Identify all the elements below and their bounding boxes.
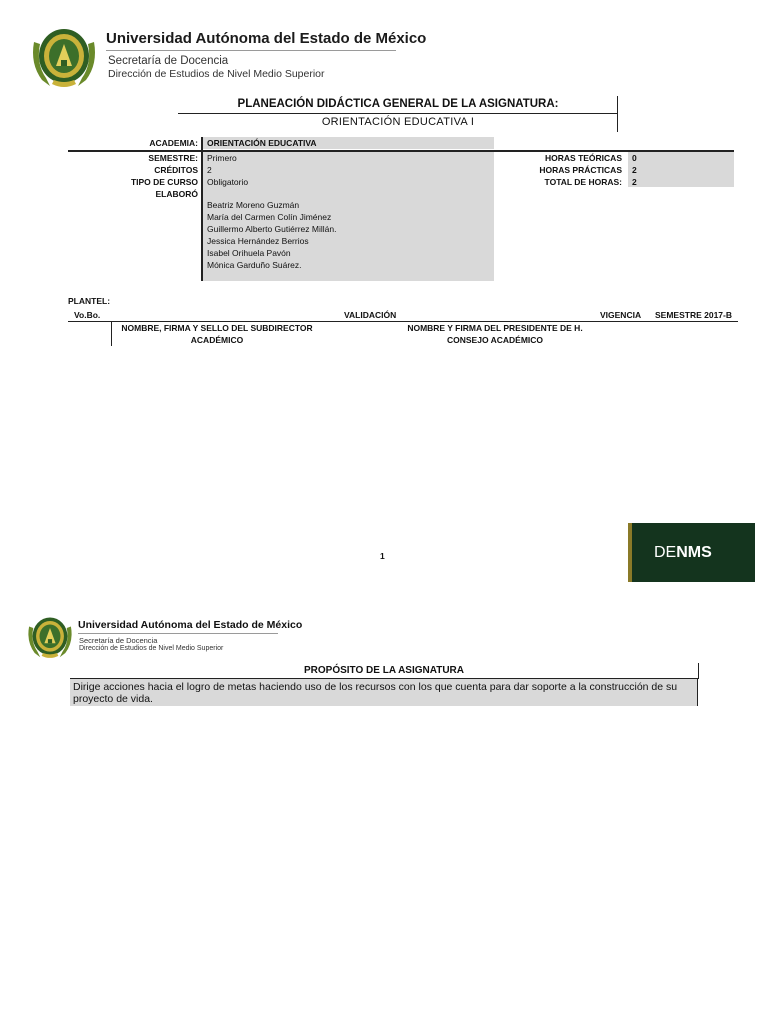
elaboro-name: Isabel Orihuela Pavón bbox=[207, 248, 291, 258]
header-divider-small bbox=[78, 633, 278, 634]
horas-practicas-label: HORAS PRÁCTICAS bbox=[539, 165, 622, 175]
firma-presidente-line2: CONSEJO ACADÉMICO bbox=[446, 335, 544, 345]
horas-teoricas-label: HORAS TEÓRICAS bbox=[545, 153, 622, 163]
proposito-text: Dirige acciones hacia el logro de metas haciendo uso de los recursos con los que cuenta para dar soporte a la construcción de su proyecto de vida. bbox=[73, 681, 678, 705]
badge-de: DE bbox=[654, 543, 677, 561]
university-name-small: Universidad Autónoma del Estado de México bbox=[78, 619, 303, 631]
elaboro-label: ELABORÓ bbox=[155, 189, 198, 199]
seal-icon bbox=[28, 24, 100, 90]
secretaria-name: Secretaría de Docencia bbox=[108, 55, 229, 67]
denms-badge bbox=[628, 523, 755, 582]
uaemex-seal-logo bbox=[28, 24, 100, 90]
elaboro-name: Mónica Garduño Suárez. bbox=[207, 260, 302, 270]
page-number: 1 bbox=[380, 551, 385, 561]
proposito-title: PROPÓSITO DE LA ASIGNATURA bbox=[303, 665, 464, 676]
tipo-curso-value: Obligatorio bbox=[207, 177, 249, 187]
badge-nms: NMS bbox=[676, 543, 712, 561]
seal-icon bbox=[24, 614, 76, 660]
horas-practicas-value: 2 bbox=[632, 165, 637, 175]
direccion-name: Dirección de Estudios de Nivel Medio Superior bbox=[108, 68, 325, 80]
elaboro-name: Guillermo Alberto Gutiérrez Millán. bbox=[207, 224, 337, 234]
elaboro-name: Beatriz Moreno Guzmán bbox=[207, 200, 300, 210]
creditos-value: 2 bbox=[207, 165, 212, 175]
vobo-label: Vo.Bo. bbox=[74, 310, 101, 320]
direccion-name-small: Dirección de Estudios de Nivel Medio Superior bbox=[79, 645, 224, 652]
planeacion-title: PLANEACIÓN DIDÁCTICA GENERAL DE LA ASIGNATURA: bbox=[237, 98, 559, 110]
vigencia-label: VIGENCIA bbox=[600, 310, 642, 320]
academia-label: ACADEMIA: bbox=[149, 138, 198, 148]
subject-name: ORIENTACIÓN EDUCATIVA I bbox=[321, 116, 475, 128]
academia-value: ORIENTACIÓN EDUCATIVA bbox=[207, 138, 317, 148]
total-horas-label: TOTAL DE HORAS: bbox=[544, 177, 622, 187]
validacion-label: VALIDACIÓN bbox=[344, 310, 397, 320]
total-horas-value: 2 bbox=[632, 177, 637, 187]
validation-rule bbox=[68, 321, 738, 322]
secretaria-name-small: Secretaría de Docencia bbox=[79, 636, 158, 645]
proposito-title-right-border bbox=[698, 663, 699, 679]
creditos-label: CRÉDITOS bbox=[154, 165, 198, 175]
title-top-line bbox=[178, 113, 618, 114]
firma-presidente-line1: NOMBRE Y FIRMA DEL PRESIDENTE DE H. bbox=[407, 323, 583, 333]
horas-teoricas-value: 0 bbox=[632, 153, 637, 163]
uaemex-seal-logo-small bbox=[24, 614, 76, 660]
firma-subdirector-line1: NOMBRE, FIRMA Y SELLO DEL SUBDIRECTOR bbox=[121, 323, 313, 333]
hours-field-bg bbox=[628, 152, 734, 187]
semestre-label: SEMESTRE: bbox=[148, 153, 198, 163]
elaboro-name: María del Carmen Colín Jiménez bbox=[207, 212, 332, 222]
elaboro-name: Jessica Hernández Berrios bbox=[207, 236, 309, 246]
vigencia-value: SEMESTRE 2017-B bbox=[655, 310, 732, 320]
plantel-label: PLANTEL: bbox=[68, 296, 111, 306]
semestre-value: Primero bbox=[207, 153, 237, 163]
university-name: Universidad Autónoma del Estado de México bbox=[106, 30, 427, 47]
info-left-divider bbox=[201, 137, 203, 281]
firma-subdirector-line2: ACADÉMICO bbox=[190, 335, 244, 345]
header-divider bbox=[106, 50, 396, 51]
tipo-curso-label: TIPO DE CURSO bbox=[130, 177, 198, 187]
